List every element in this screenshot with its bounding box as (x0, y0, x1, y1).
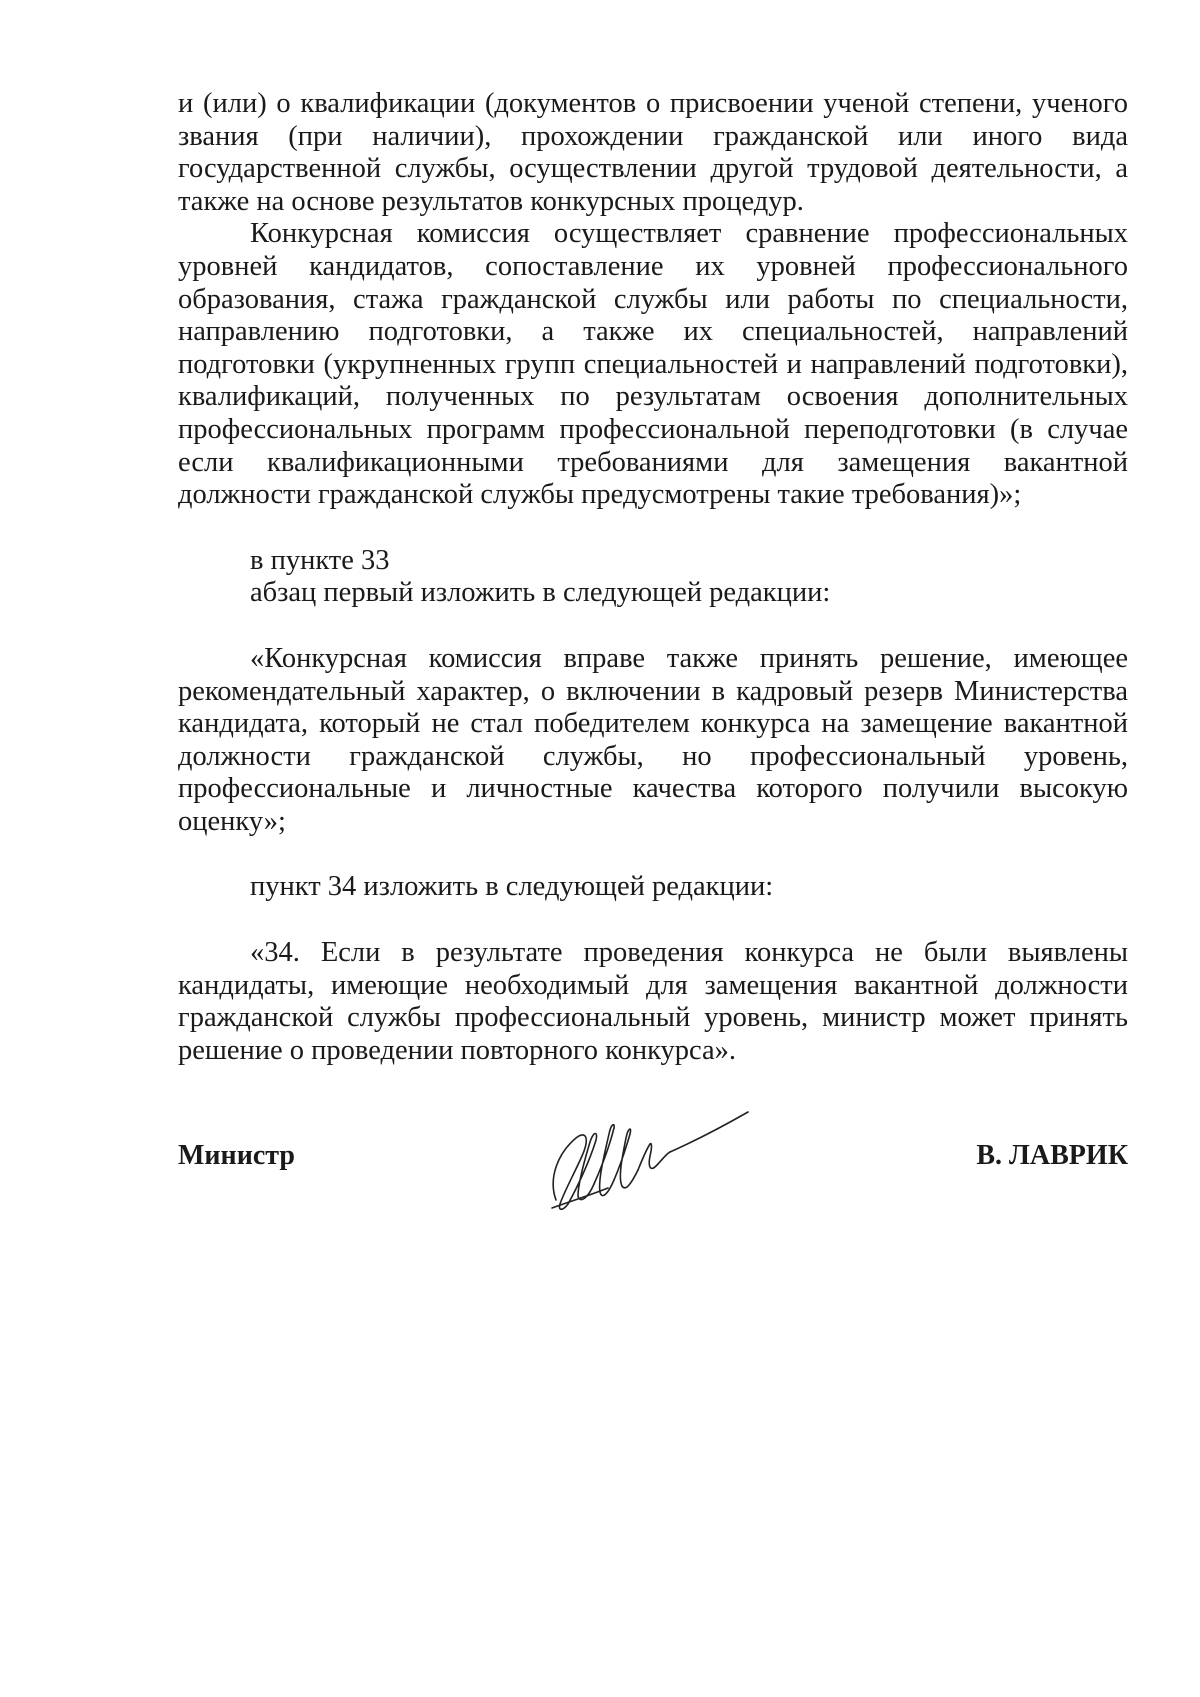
paragraph-reserve-decision: «Конкурсная комиссия вправе также принять решение, имеющее рекомендательный характер, о включении в кадровый резерв Министерства кандидата, который не стал победителем конкурса на замещение вакантной должности гражданской службы, но профессиональный уровень, профессиональные и личностные качества которого получили высокую оценку»; (178, 642, 1128, 837)
paragraph-point-33-heading: в пункте 33 (250, 544, 390, 576)
document-body (178, 88, 1128, 1067)
paragraph-first-paragraph-instruction: абзац первый изложить в следующей редакции: (250, 577, 831, 609)
signatory-title: Министр (178, 1140, 295, 1171)
paragraph-commission-comparison: Конкурсная комиссия осуществляет сравнение профессиональных уровней кандидатов, сопоставление их уровней профессионального образования, стажа гражданской службы или работы по специальности, направлению подготовки, а также их специальностей, направлений подготовки (укрупненных групп специальностей и направлений подготовки), квалификаций, полученных по результатам освоения дополнительных профессиональных программ профессиональной переподготовки (в случае если квалификационными требованиями для замещения вакантной должности гражданской службы предусмотрены такие требования)»; (178, 218, 1128, 511)
paragraph-repeat-competition: «34. Если в результате проведения конкурса не были выявлены кандидаты, имеющие необходимый для замещения вакантной должности гражданской службы профессиональный уровень, министр может принять решение о проведении повторного конкурса». (178, 937, 1128, 1066)
paragraph-point-34-heading: пункт 34 изложить в следующей редакции: (250, 871, 774, 903)
handwritten-signature (538, 1108, 758, 1218)
signatory-name: В. ЛАВРИК (976, 1140, 1128, 1171)
paragraph-qualification-continuation: и (или) о квалификации (документов о присвоении ученой степени, ученого звания (при наличии), прохождении гражданской или иного вида государственной службы, осуществлении другой трудовой деятельности, а также на основе результатов конкурсных процедур. (178, 88, 1128, 217)
signature-block (178, 1108, 1128, 1228)
